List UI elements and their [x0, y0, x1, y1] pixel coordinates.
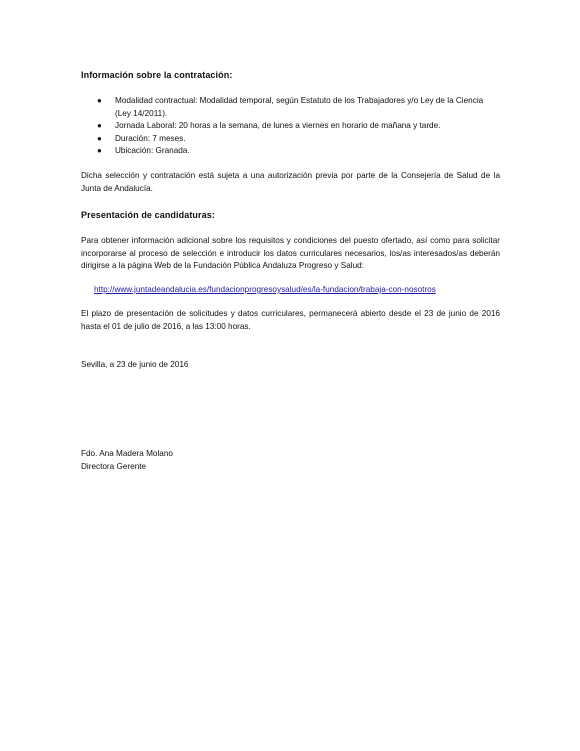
signature-name: Fdo. Ana Madera Molano — [81, 449, 173, 458]
bullet-icon: ● — [97, 146, 102, 156]
deadline-paragraph: El plazo de presentación de solicitudes y datos curriculares, permanecerá abierto desde el 23 de junio de 2016 hasta el 01 de julio de 2016, a las 13:00 horas. — [81, 309, 500, 331]
candidates-heading: Presentación de candidaturas: — [81, 210, 215, 220]
list-item-text: Duración: 7 meses. — [115, 133, 186, 143]
list-item — [81, 120, 500, 133]
contract-info-heading: Información sobre la contratación: — [81, 70, 233, 80]
contract-info-list — [81, 95, 500, 158]
bullet-icon: ● — [97, 133, 102, 143]
list-item-text: Jornada Laboral: 20 horas a la semana, de lunes a viernes en horario de mañana y tarde. — [115, 121, 441, 131]
list-item — [81, 133, 500, 146]
place-date: Sevilla, a 23 de junio de 2016 — [81, 360, 189, 369]
list-item-text: Ubicación: Granada. — [115, 146, 190, 156]
authorization-note: Dicha selección y contratación está sujeta a una autorización previa por parte de la Consejería de Salud de la Junta de Andalucía. — [81, 171, 500, 193]
bullet-icon: ● — [97, 96, 102, 105]
list-item — [81, 95, 500, 120]
bullet-icon: ● — [97, 121, 102, 131]
signature-role: Directora Gerente — [81, 462, 147, 471]
foundation-jobs-link[interactable]: http://www.juntadeandalucia.es/fundacionprogresoysalud/es/la-fundacion/trabaja-con-nosotros — [94, 285, 436, 294]
list-item-text: Modalidad contractual: Modalidad temporal, según Estatuto de los Trabajadores y/o Ley de la Ciencia (Ley 14/2011). — [115, 96, 484, 118]
list-item — [81, 145, 500, 158]
candidates-paragraph: Para obtener información adicional sobre los requisitos y condiciones del puesto ofertado, así como para solicitar incorporarse al proceso de selección e introducir los datos curriculares necesarios, los/as interesados/as deberán dirigirse a la página Web de la Fundación Pública Andaluza Progreso y Salud: — [81, 236, 500, 271]
